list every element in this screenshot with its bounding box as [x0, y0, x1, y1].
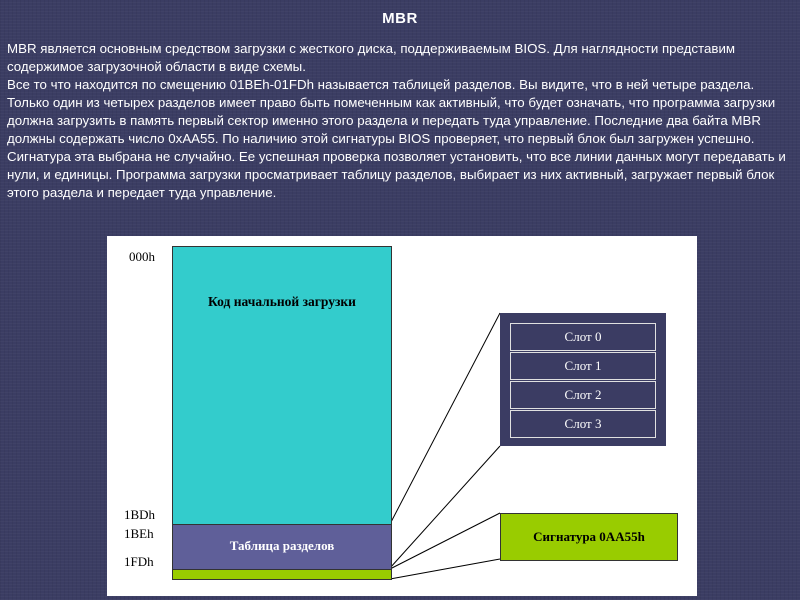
paragraph-intro: MBR является основным средством загрузки с жесткого диска, поддерживаемым BIOS. Для наглядности представим содержимое загрузочной области в виде схемы.: [7, 41, 736, 74]
slot-3: Слот 3: [510, 410, 656, 438]
mbr-diagram: [107, 236, 697, 596]
body-text: [7, 40, 793, 202]
address-000h: 000h: [129, 249, 155, 264]
connector-line-top: [390, 313, 500, 524]
partition-slots-box: [500, 313, 666, 446]
paragraph-details: Все то что находится по смещению 01BEh-01FDh называется таблицей разделов. Вы видите, что в ней четыре раздела. Только один из четырех разделов имеет право быть помеченным как активный, что будет означать, что программа загрузки должна загрузить в память первый сектор именно этого раздела и передать туда управление. Последние два байта MBR должны содержать число 0xAA55. По наличию этой сигнатуры BIOS проверяет, что первый блок был загружен успешно. Сигнатура эта выбрана не случайно. Ее успешная проверка позволяет установить, что все линии данных могут передавать и нули, и единицы. Программа загрузки просматривает таблицу разделов, выбирает из них активный, загружает первый блок этого раздела и передает туда управление.: [7, 77, 786, 200]
signature-block: [172, 569, 392, 580]
boot-code-label: Код начальной загрузки: [208, 294, 356, 309]
address-1beh: 1BEh: [124, 526, 154, 541]
partition-table-block: [172, 524, 392, 570]
signature-box: Сигнатура 0AA55h: [500, 513, 678, 561]
address-1bdh: 1BDh: [124, 507, 156, 522]
slot-1: Слот 1: [510, 352, 656, 380]
signature-connector-top: [390, 513, 500, 569]
slot-2: Слот 2: [510, 381, 656, 409]
slot-0: Слот 0: [510, 323, 656, 351]
boot-code-block: [172, 246, 392, 526]
slide-title: MBR: [382, 10, 418, 27]
partition-table-label: Таблица разделов: [229, 538, 335, 553]
address-1fdh: 1FDh: [124, 554, 154, 569]
signature-connector-bottom: [390, 559, 500, 579]
connector-line-bottom: [390, 446, 500, 568]
